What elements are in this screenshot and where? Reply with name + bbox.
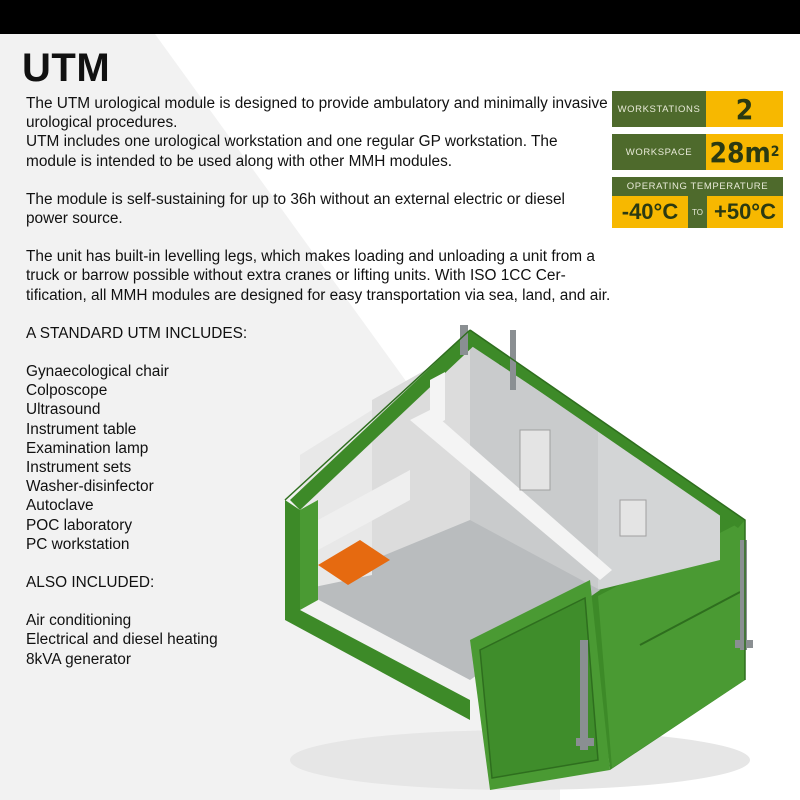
temperature-min: -40°C: [612, 196, 688, 228]
list-item: Colposcope: [26, 382, 108, 400]
temperature-to: TO: [688, 196, 707, 228]
list-item: Examination lamp: [26, 439, 149, 457]
list-item: POC laboratory: [26, 516, 133, 534]
paragraph-self-sustaining: The module is self-sustaining for up to 36h without an external electric or diesel power source.: [26, 190, 565, 228]
standard-heading: A STANDARD UTM INCLUDES:: [26, 324, 248, 342]
paragraph-intro: The UTM urological module is designed to provide ambulatory and minimally invasive urological procedures.: [26, 95, 608, 132]
list-item: Ultrasound: [26, 401, 101, 419]
paragraph-workstations: UTM includes one urological workstation and one regular GP workstation. The module is intended to be used along with other MMH modules.: [26, 133, 558, 170]
workspace-unit-exponent: 2: [770, 144, 780, 160]
workspace-label: WORKSPACE: [612, 134, 706, 170]
page-title: UTM: [22, 46, 111, 90]
workstations-label: WORKSTATIONS: [612, 91, 706, 127]
list-item: Instrument table: [26, 420, 137, 438]
workstations-spec: [612, 91, 783, 127]
list-item: Autoclave: [26, 497, 94, 515]
workspace-spec: [612, 134, 783, 170]
also-included-list: [26, 611, 611, 669]
also-included-heading: ALSO INCLUDED:: [26, 574, 155, 592]
list-item: Instrument sets: [26, 459, 132, 477]
list-item: Electrical and diesel heating: [26, 631, 218, 649]
description: [26, 94, 611, 669]
workspace-amount: 28m: [709, 135, 771, 169]
temperature-label: OPERATING TEMPERATURE: [612, 177, 783, 196]
workstations-value: 2: [706, 91, 783, 127]
temperature-max: +50°C: [707, 196, 783, 228]
paragraph-levelling-legs: The unit has built-in levelling legs, which makes loading and unloading a unit from a truck or barrow possible without extra cranes or lifting units. With ISO 1CC Cer-tification, all MMH modules are designed for easy transportation via sea, land, and air.: [26, 248, 611, 304]
list-item: Gynaecological chair: [26, 363, 169, 381]
list-item: PC workstation: [26, 535, 130, 553]
temperature-spec: [612, 177, 783, 228]
list-item: Washer-disinfector: [26, 478, 154, 496]
workspace-value: [706, 134, 783, 170]
standard-list: [26, 362, 611, 554]
list-item: 8kVA generator: [26, 650, 131, 668]
list-item: Air conditioning: [26, 612, 132, 630]
